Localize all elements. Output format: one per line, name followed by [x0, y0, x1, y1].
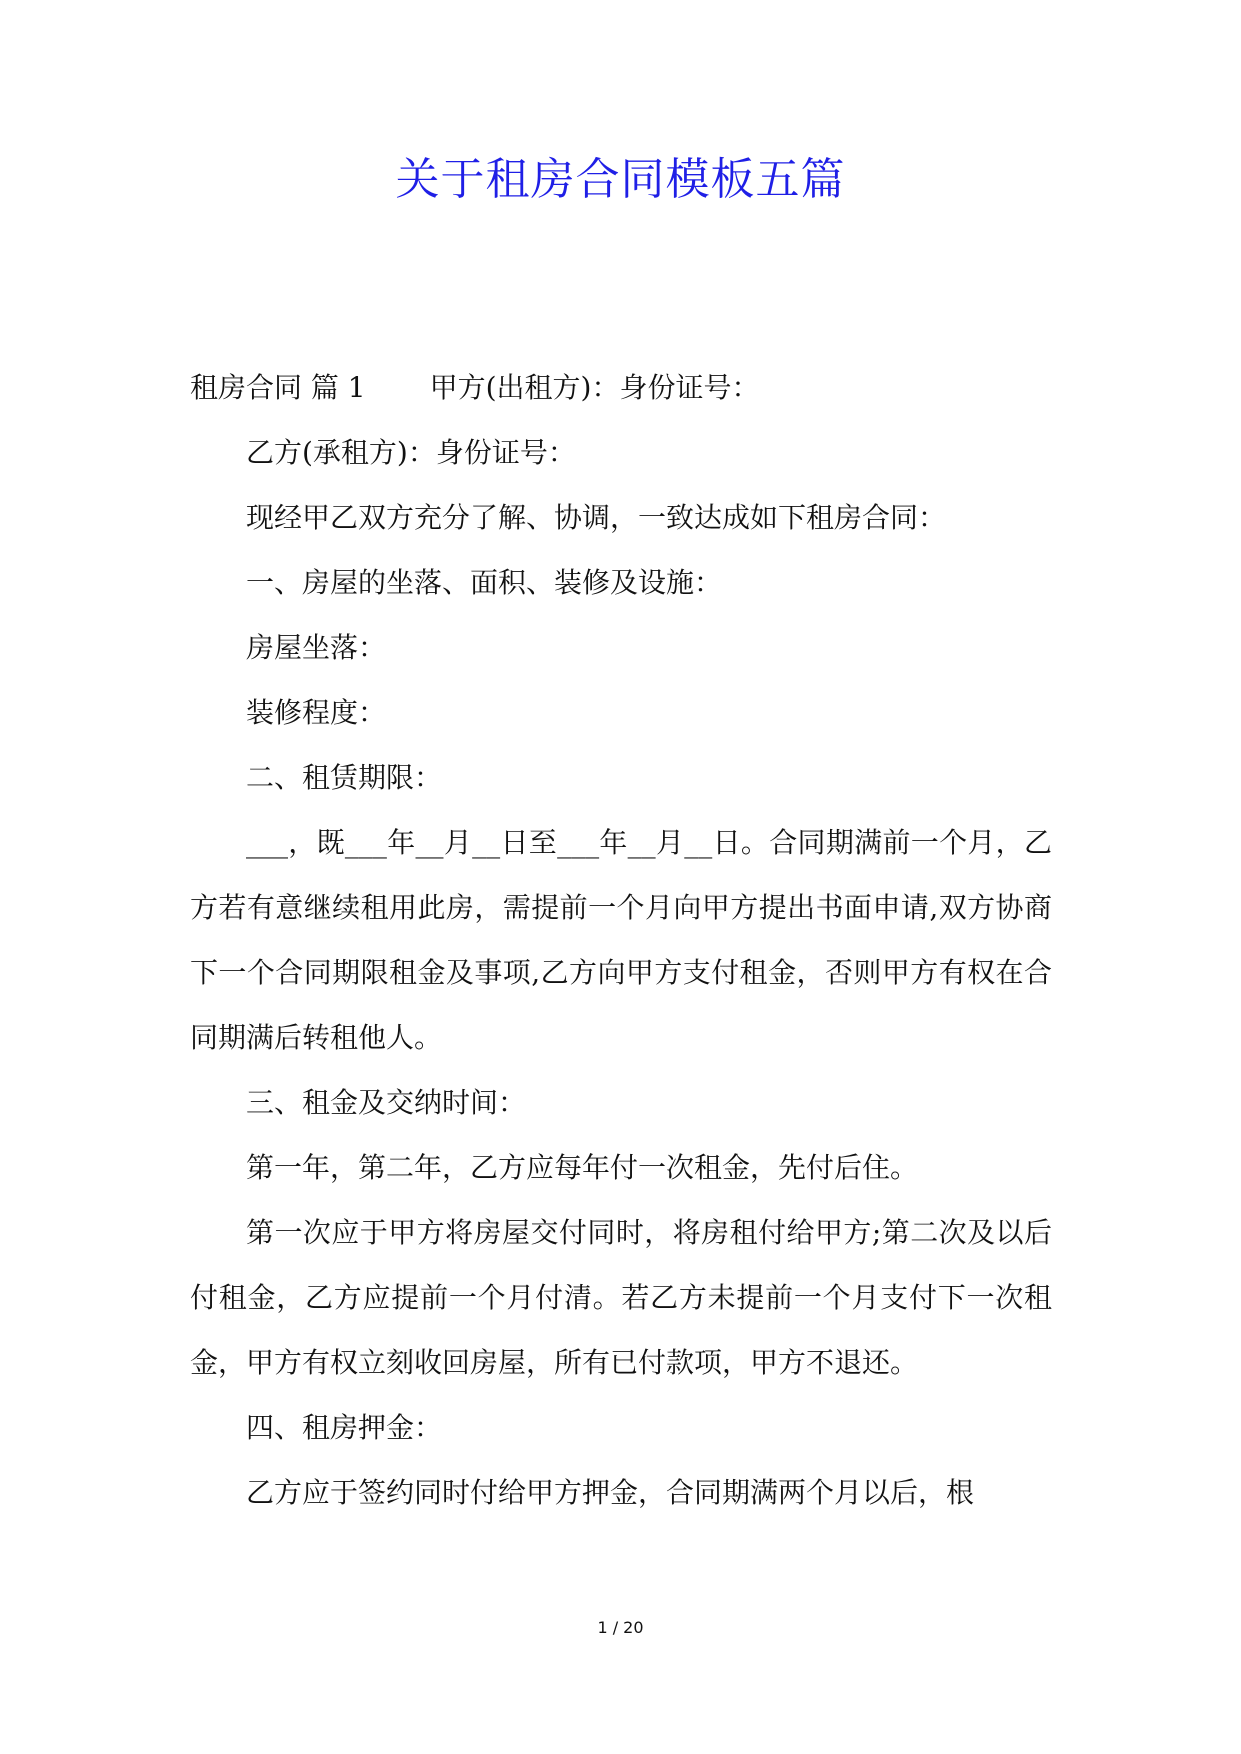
deposit-paragraph: 乙方应于签约同时付给甲方押金，合同期满两个月以后，根: [246, 1476, 975, 1509]
party-a-line: 甲方(出租方)：身份证号：: [429, 371, 760, 404]
document-title: 关于租房合同模板五篇: [395, 154, 846, 205]
page-number: 1 / 20: [597, 1618, 644, 1637]
document-body: [190, 355, 1052, 1525]
first-line: [190, 355, 1052, 420]
section-heading: 租房合同 篇 1: [190, 371, 366, 404]
clause-heading-4: 四、租房押金：: [246, 1411, 443, 1444]
rent-payment-paragraph: 第一年，第二年，乙方应每年付一次租金，先付后住。: [246, 1151, 919, 1184]
party-b-line: 乙方(承租方)：身份证号：: [246, 436, 576, 469]
clause-heading-3: 三、租金及交纳时间：: [246, 1086, 527, 1119]
decoration-line: 装修程度：: [246, 696, 387, 729]
agreement-intro: 现经甲乙双方充分了解、协调，一致达成如下租房合同：: [246, 501, 947, 534]
clause-heading-2: 二、租赁期限：: [246, 761, 443, 794]
clause-heading-1: 一、房屋的坐落、面积、装修及设施：: [246, 566, 723, 599]
rent-schedule-paragraph: 第一次应于甲方将房屋交付同时，将房租付给甲方;第二次及以后付租金，乙方应提前一个月付清。若乙方未提前一个月支付下一次租金，甲方有权立刻收回房屋，所有已付款项，甲方不退还。: [190, 1216, 1052, 1379]
house-location-line: 房屋坐落：: [246, 631, 387, 664]
lease-term-paragraph: ___，既___年__月__日至___年__月__日。合同期满前一个月，乙方若有意继续租用此房，需提前一个月向甲方提出书面申请,双方协商下一个合同期限租金及事项,乙方向甲方支付租金，否则甲方有权在合同期满后转租他人。: [190, 826, 1052, 1054]
